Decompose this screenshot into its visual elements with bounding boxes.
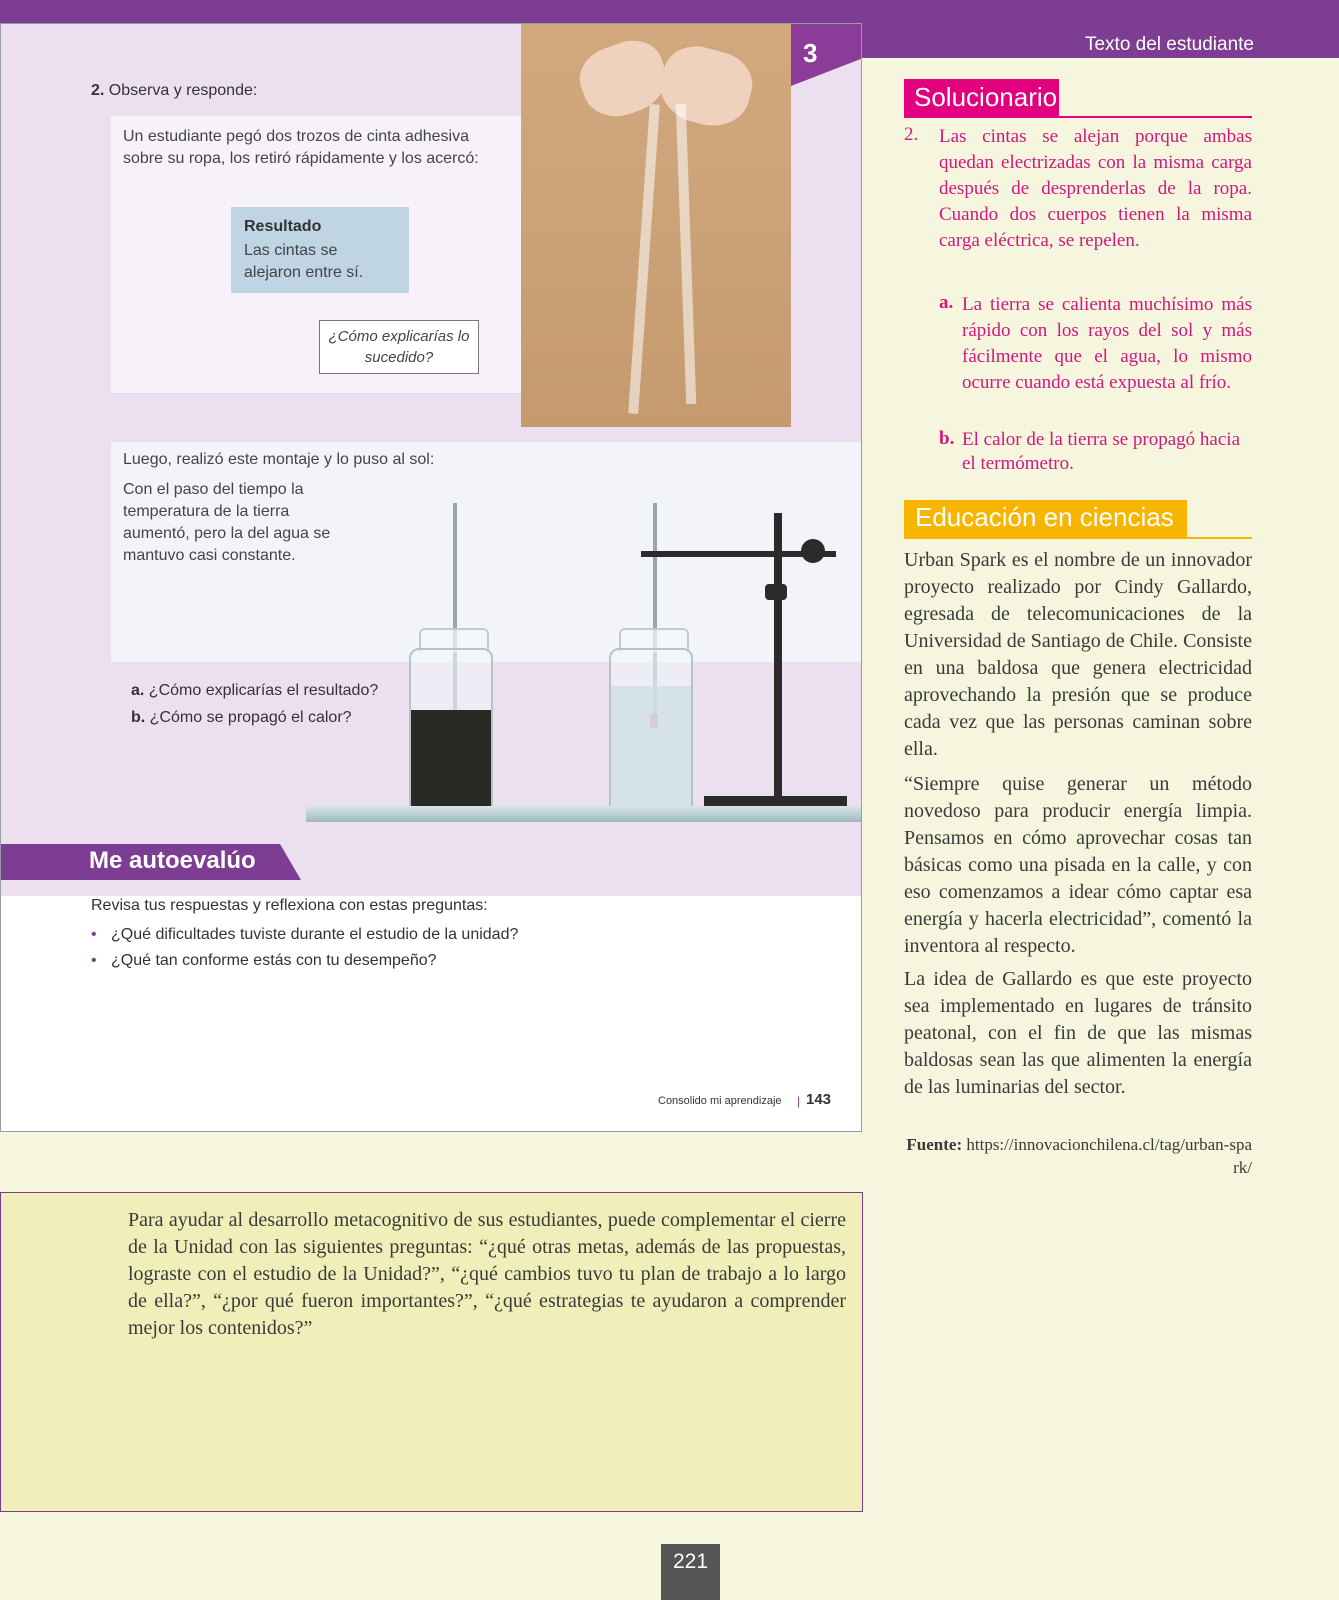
self-eval-list bbox=[91, 924, 518, 976]
solucionario-rule bbox=[904, 116, 1252, 118]
teacher-note-text: Para ayudar al desarrollo metacognitivo de sus estudiantes, puede complementar el cierre de la Unidad con las siguientes preguntas: “¿qué otras metas, además de las propuestas, lograste con el estudio de la Unidad?”, “¿qué cambios tuvo tu plan de trabajo a lo largo de ella?”, “¿por qué fueron importantes?”, “¿qué estrategias te ayudaron a comprender mejor los contenidos?” bbox=[128, 1209, 846, 1339]
result-title: Resultado bbox=[244, 218, 322, 235]
bullet-icon: • bbox=[91, 926, 97, 943]
footer-label: Consolido mi aprendizaje bbox=[658, 1095, 782, 1107]
jar-water bbox=[609, 648, 693, 820]
source-label: Fuente: bbox=[906, 1135, 963, 1154]
list-item-text: ¿Qué tan conforme estás con tu desempeño? bbox=[111, 952, 437, 969]
self-eval-intro: Revisa tus respuestas y reflexiona con estas preguntas: bbox=[91, 897, 488, 914]
source-citation bbox=[904, 1133, 1252, 1179]
tape-photo bbox=[521, 24, 791, 427]
subquestion-b-text: ¿Cómo se propagó el calor? bbox=[149, 709, 352, 726]
source-url: https://innovacionchilena.cl/tag/urban-spark/ bbox=[966, 1135, 1252, 1177]
result-text: Las cintas se alejaron entre sí. bbox=[244, 242, 364, 281]
solution-text: Las cintas se alejan porque ambas quedan electrizadas con la misma carga después de desprenderlas de la ropa. Cuando dos cuerpos tienen la misma carga eléctrica, se repelen. bbox=[939, 126, 1252, 251]
list-item-text: ¿Qué dificultades tuviste durante el estudio de la unidad? bbox=[111, 926, 519, 943]
list-item bbox=[91, 924, 518, 950]
tape-strip-left bbox=[628, 104, 660, 414]
experiment-1-text: Un estudiante pegó dos trozos de cinta adhesiva sobre su ropa, los retiró rápidamente y los acercó: bbox=[123, 128, 479, 167]
question-label: Observa y responde: bbox=[108, 82, 258, 99]
right-hand bbox=[653, 39, 759, 135]
education-paragraph-2: “Siempre quise generar un método novedoso para producir energía limpia. Pensamos en cómo aprovechar cosas tan básicas como una pisada en la calle, y con eso comenzamos a idear cómo captar esa energía y hacerla electricidad”, comentó la inventora al respecto. bbox=[904, 773, 1252, 957]
list-item bbox=[91, 950, 518, 976]
subquestion-a-text: ¿Cómo explicarías el resultado? bbox=[148, 682, 379, 699]
bullet-icon: • bbox=[91, 952, 97, 969]
education-paragraph-3: La idea de Gallardo es que este proyecto sea implementado en lugares de tránsito peatonal, con el fin de que las mismas baldosas sean las que alimenten la energía de las luminarias del sector. bbox=[904, 968, 1252, 1098]
student-page bbox=[0, 23, 862, 1132]
water bbox=[611, 686, 691, 818]
tape-strip-right bbox=[676, 104, 696, 404]
solution-number: 2. bbox=[904, 124, 919, 145]
subquestion-a bbox=[131, 682, 378, 700]
solucionario-title: Solucionario bbox=[914, 82, 1058, 112]
self-eval-title: Me autoevalúo bbox=[89, 847, 256, 874]
left-hand bbox=[572, 32, 676, 127]
solution-a-letter: a. bbox=[939, 292, 954, 313]
header-title: Texto del estudiante bbox=[1084, 34, 1254, 55]
solution-b-letter: b. bbox=[939, 428, 955, 449]
solution-b-text: El calor de la tierra se propagó hacia el termómetro. bbox=[962, 429, 1240, 474]
question-number: 2. bbox=[91, 82, 105, 99]
stand-clamp bbox=[765, 584, 787, 600]
subquestion-a-letter: a. bbox=[131, 682, 145, 699]
subquestion-b-letter: b. bbox=[131, 709, 146, 726]
experiment-2-text: Con el paso del tiempo la temperatura de la tierra aumentó, pero la del agua se mantuvo casi constante. bbox=[123, 481, 331, 564]
question-heading bbox=[91, 82, 257, 100]
glass-shelf bbox=[306, 806, 862, 822]
unit-number: 3 bbox=[803, 38, 818, 68]
footer-separator: | bbox=[797, 1094, 801, 1108]
stand-knob bbox=[801, 539, 825, 563]
footer-page-number: 143 bbox=[806, 1091, 832, 1108]
soil bbox=[411, 710, 491, 818]
experiment-2-intro: Luego, realizó este montaje y lo puso al sol: bbox=[123, 451, 435, 468]
solution-a-text: La tierra se calienta muchísimo más rápido con los rayos del sol y más fácilmente que el agua, lo mismo ocurre cuando está expuesta al frío. bbox=[962, 294, 1252, 393]
education-rule bbox=[904, 537, 1252, 539]
education-title: Educación en ciencias bbox=[915, 502, 1174, 532]
page-number: 221 bbox=[672, 1550, 709, 1573]
jar-soil bbox=[409, 648, 493, 820]
question-box-text: ¿Cómo explicarías lo sucedido? bbox=[328, 328, 470, 366]
education-paragraph-1: Urban Spark es el nombre de un innovador proyecto realizado por Cindy Gallardo, egresada de telecomunicaciones de la Universidad de Santiago de Chile. Consiste en una baldosa que genera electricidad aprovechando la presión que se produce cada vez que las personas caminan sobre ella. bbox=[904, 549, 1252, 760]
subquestion-b bbox=[131, 709, 352, 727]
